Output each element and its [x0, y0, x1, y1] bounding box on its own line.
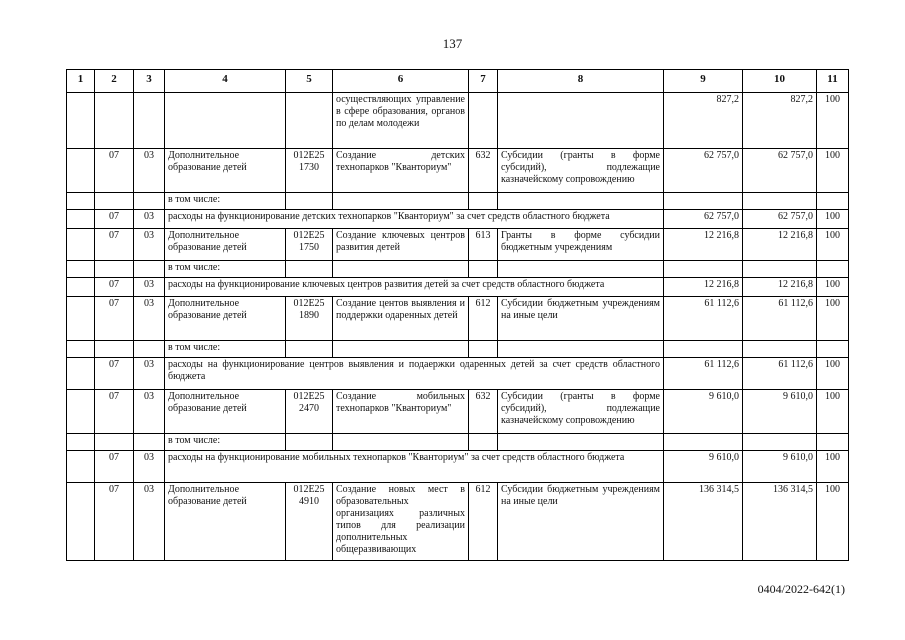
- subsection-code: 03: [134, 390, 165, 434]
- subsection-code: 03: [134, 297, 165, 341]
- table-row: [67, 483, 849, 561]
- table-row: [67, 390, 849, 434]
- including-label: в том числе:: [165, 434, 286, 451]
- amount-executed: 62 757,0: [743, 149, 817, 193]
- amount-planned: 62 757,0: [664, 210, 743, 229]
- amount-executed: 61 112,6: [743, 358, 817, 390]
- expense-description: расходы на функционирование детских технопарков "Кванториум" за счет средств областного бюджета: [165, 210, 664, 229]
- expense-type-name: [498, 93, 664, 149]
- percent-executed: 100: [817, 451, 849, 483]
- subsection-code: 03: [134, 483, 165, 561]
- article-name: Создание новых мест в образовательных организациях различных типов для реализации дополнительных общеразвивающих: [333, 483, 469, 561]
- amount-executed: 62 757,0: [743, 210, 817, 229]
- column-header: 8: [498, 70, 664, 93]
- expense-type-code: 632: [469, 149, 498, 193]
- section-code: 07: [95, 390, 134, 434]
- budget-table: [66, 69, 849, 561]
- column-header: 3: [134, 70, 165, 93]
- amount-planned: 61 112,6: [664, 297, 743, 341]
- expense-type-name: Субсидии (гранты в форме субсидий), подлежащие казначейскому сопровождению: [498, 149, 664, 193]
- table-row: [67, 93, 849, 149]
- expense-description: расходы на функционирование центров выявления и подаержки одаренных детей за счет средств областного бюджета: [165, 358, 664, 390]
- table-row: [67, 261, 849, 278]
- amount-executed: 61 112,6: [743, 297, 817, 341]
- percent-executed: 100: [817, 278, 849, 297]
- table-row: [67, 434, 849, 451]
- subsection-code: 03: [134, 278, 165, 297]
- section-name: Дополнительное образование детей: [165, 297, 286, 341]
- table-row: [67, 451, 849, 483]
- section-name: [165, 93, 286, 149]
- expense-type-name: Субсидии бюджетным учреждениям на иные цели: [498, 483, 664, 561]
- column-header: 10: [743, 70, 817, 93]
- article-name: Создание детских технопарков "Кванториум": [333, 149, 469, 193]
- section-code: 07: [95, 483, 134, 561]
- target-article: 012Е25 1750: [286, 229, 333, 261]
- target-article: 012Е25 4910: [286, 483, 333, 561]
- including-label: в том числе:: [165, 341, 286, 358]
- section-name: Дополнительное образование детей: [165, 149, 286, 193]
- percent-executed: 100: [817, 149, 849, 193]
- percent-executed: 100: [817, 483, 849, 561]
- expense-type-name: Субсидии бюджетным учреждениям на иные цели: [498, 297, 664, 341]
- section-name: Дополнительное образование детей: [165, 390, 286, 434]
- table-row: [67, 229, 849, 261]
- amount-executed: 827,2: [743, 93, 817, 149]
- table-row: [67, 210, 849, 229]
- column-header: 5: [286, 70, 333, 93]
- amount-planned: 61 112,6: [664, 358, 743, 390]
- percent-executed: 100: [817, 229, 849, 261]
- table-row: [67, 358, 849, 390]
- column-header: 1: [67, 70, 95, 93]
- expense-description: расходы на функционирование ключевых центров развития детей за счет средств областного бюджета: [165, 278, 664, 297]
- amount-planned: 9 610,0: [664, 451, 743, 483]
- section-code: 07: [95, 229, 134, 261]
- table-row: [67, 341, 849, 358]
- expense-type-code: [469, 93, 498, 149]
- including-label: в том числе:: [165, 193, 286, 210]
- article-name: осуществляющих управление в сфере образования, органов по делам молодежи: [333, 93, 469, 149]
- page-number: 137: [442, 36, 463, 51]
- column-header: 7: [469, 70, 498, 93]
- section-name: Дополнительное образование детей: [165, 229, 286, 261]
- subsection-code: 03: [134, 210, 165, 229]
- target-article: [286, 93, 333, 149]
- amount-executed: 9 610,0: [743, 451, 817, 483]
- expense-type-code: 612: [469, 297, 498, 341]
- article-name: Создание мобильных технопарков "Кванториум": [333, 390, 469, 434]
- subsection-code: 03: [134, 229, 165, 261]
- amount-executed: 136 314,5: [743, 483, 817, 561]
- expense-type-code: 632: [469, 390, 498, 434]
- section-code: 07: [95, 149, 134, 193]
- column-header: 4: [165, 70, 286, 93]
- table-row: [67, 297, 849, 341]
- percent-executed: 100: [817, 93, 849, 149]
- section-code: 07: [95, 358, 134, 390]
- section-code: 07: [95, 210, 134, 229]
- subsection-code: 03: [134, 358, 165, 390]
- article-name: Создание центов выявления и поддержки одаренных детей: [333, 297, 469, 341]
- column-header: 6: [333, 70, 469, 93]
- amount-planned: 9 610,0: [664, 390, 743, 434]
- expense-description: расходы на функционирование мобильных технопарков "Кванториум" за счет средств областного бюджета: [165, 451, 664, 483]
- percent-executed: 100: [817, 210, 849, 229]
- section-code: 07: [95, 451, 134, 483]
- subsection-code: 03: [134, 149, 165, 193]
- table-row: [67, 278, 849, 297]
- including-label: в том числе:: [165, 261, 286, 278]
- percent-executed: 100: [817, 390, 849, 434]
- amount-planned: 136 314,5: [664, 483, 743, 561]
- section-code: 07: [95, 297, 134, 341]
- column-header: 11: [817, 70, 849, 93]
- document-code: 0404/2022-642(1): [757, 582, 845, 596]
- expense-type-code: 613: [469, 229, 498, 261]
- header-row: [67, 70, 849, 93]
- expense-type-code: 612: [469, 483, 498, 561]
- percent-executed: 100: [817, 297, 849, 341]
- table-row: [67, 193, 849, 210]
- expense-type-name: Гранты в форме субсидии бюджетным учреждениям: [498, 229, 664, 261]
- section-code: [95, 93, 134, 149]
- target-article: 012Е25 2470: [286, 390, 333, 434]
- amount-planned: 62 757,0: [664, 149, 743, 193]
- amount-executed: 12 216,8: [743, 278, 817, 297]
- amount-planned: 12 216,8: [664, 229, 743, 261]
- subsection-code: 03: [134, 451, 165, 483]
- amount-executed: 12 216,8: [743, 229, 817, 261]
- column-header: 2: [95, 70, 134, 93]
- subsection-code: [134, 93, 165, 149]
- percent-executed: 100: [817, 358, 849, 390]
- column-header: 9: [664, 70, 743, 93]
- expense-type-name: Субсидии (гранты в форме субсидий), подлежащие казначейскому сопровождению: [498, 390, 664, 434]
- section-name: Дополнительное образование детей: [165, 483, 286, 561]
- article-name: Создание ключевых центров развития детей: [333, 229, 469, 261]
- target-article: 012Е25 1730: [286, 149, 333, 193]
- section-code: 07: [95, 278, 134, 297]
- amount-executed: 9 610,0: [743, 390, 817, 434]
- table-row: [67, 149, 849, 193]
- amount-planned: 12 216,8: [664, 278, 743, 297]
- amount-planned: 827,2: [664, 93, 743, 149]
- target-article: 012Е25 1890: [286, 297, 333, 341]
